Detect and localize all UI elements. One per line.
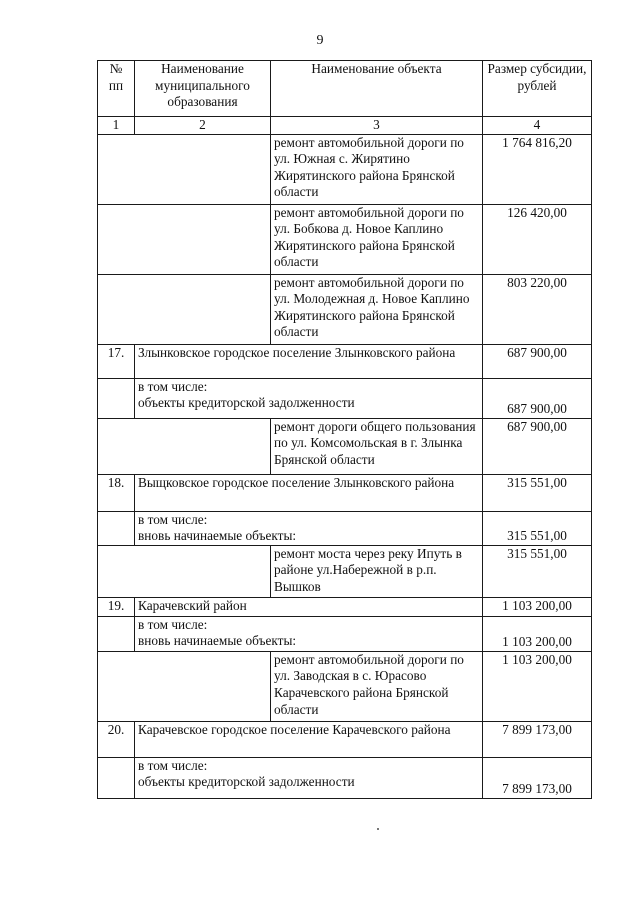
subsidy-amount: 803 220,00 <box>483 274 592 344</box>
index-4: 4 <box>483 117 592 135</box>
subtotal-row <box>98 378 592 418</box>
subsidy-amount: 1 103 200,00 <box>483 651 592 721</box>
subtotal-label: в том числе: вновь начинаемые объекты: <box>135 511 483 545</box>
subsidy-amount: 687 900,00 <box>483 418 592 474</box>
table-row <box>98 134 592 204</box>
object-name: ремонт автомобильной дороги по ул. Южная с. Жирятино Жирятинского района Брянской области <box>271 134 483 204</box>
index-2: 2 <box>135 117 271 135</box>
object-name: ремонт дороги общего пользования по ул. Комсомольская в г. Злынка Брянской области <box>271 418 483 474</box>
section-row-20 <box>98 721 592 757</box>
subtotal-row <box>98 511 592 545</box>
subsidy-amount: 315 551,00 <box>483 511 592 545</box>
subtotal-row <box>98 616 592 651</box>
header-municipality: Наименование муниципального образования <box>135 61 271 117</box>
table-row <box>98 204 592 274</box>
subsidy-amount: 7 899 173,00 <box>483 721 592 757</box>
object-name: ремонт автомобильной дороги по ул. Молодежная д. Новое Каплино Жирятинского района Брянской области <box>271 274 483 344</box>
section-row-17 <box>98 344 592 378</box>
header-subsidy: Размер субсидии, рублей <box>483 61 592 117</box>
object-name: ремонт моста через реку Ипуть в районе ул.Набережной в р.п. Вышков <box>271 545 483 597</box>
municipality-name: Карачевское городское поселение Карачевского района <box>135 721 483 757</box>
subsidy-amount: 1 103 200,00 <box>483 597 592 616</box>
section-row-19 <box>98 597 592 616</box>
subsidy-amount: 687 900,00 <box>483 378 592 418</box>
header-object: Наименование объекта <box>271 61 483 117</box>
municipality-name: Карачевский район <box>135 597 483 616</box>
subsidy-amount: 1 764 816,20 <box>483 134 592 204</box>
row-number: 17. <box>98 344 135 378</box>
subtotal-row <box>98 757 592 798</box>
municipality-name: Выщковское городское поселение Злынковского района <box>135 474 483 511</box>
subsidy-amount: 7 899 173,00 <box>483 757 592 798</box>
object-name: ремонт автомобильной дороги по ул. Бобкова д. Новое Каплино Жирятинского района Брянской области <box>271 204 483 274</box>
subsidy-table <box>97 60 592 799</box>
subsidy-amount: 126 420,00 <box>483 204 592 274</box>
subtotal-label: в том числе: вновь начинаемые объекты: <box>135 616 483 651</box>
table-row <box>98 545 592 597</box>
subsidy-amount: 687 900,00 <box>483 344 592 378</box>
subtotal-label: в том числе: объекты кредиторской задолженности <box>135 378 483 418</box>
scan-speck <box>377 828 379 830</box>
column-index-row <box>98 117 592 135</box>
row-number: 19. <box>98 597 135 616</box>
municipality-name: Злынковское городское поселение Злынковского района <box>135 344 483 378</box>
table-row <box>98 418 592 474</box>
index-1: 1 <box>98 117 135 135</box>
table-row <box>98 274 592 344</box>
row-number: 20. <box>98 721 135 757</box>
index-3: 3 <box>271 117 483 135</box>
subsidy-amount: 1 103 200,00 <box>483 616 592 651</box>
table-row <box>98 651 592 721</box>
page-number: 9 <box>316 33 324 48</box>
object-name: ремонт автомобильной дороги по ул. Заводская в с. Юрасово Карачевского района Брянской области <box>271 651 483 721</box>
row-number: 18. <box>98 474 135 511</box>
header-row <box>98 61 592 117</box>
section-row-18 <box>98 474 592 511</box>
subsidy-amount: 315 551,00 <box>483 545 592 597</box>
header-number: № пп <box>98 61 135 117</box>
subsidy-amount: 315 551,00 <box>483 474 592 511</box>
subtotal-label: в том числе: объекты кредиторской задолженности <box>135 757 483 798</box>
